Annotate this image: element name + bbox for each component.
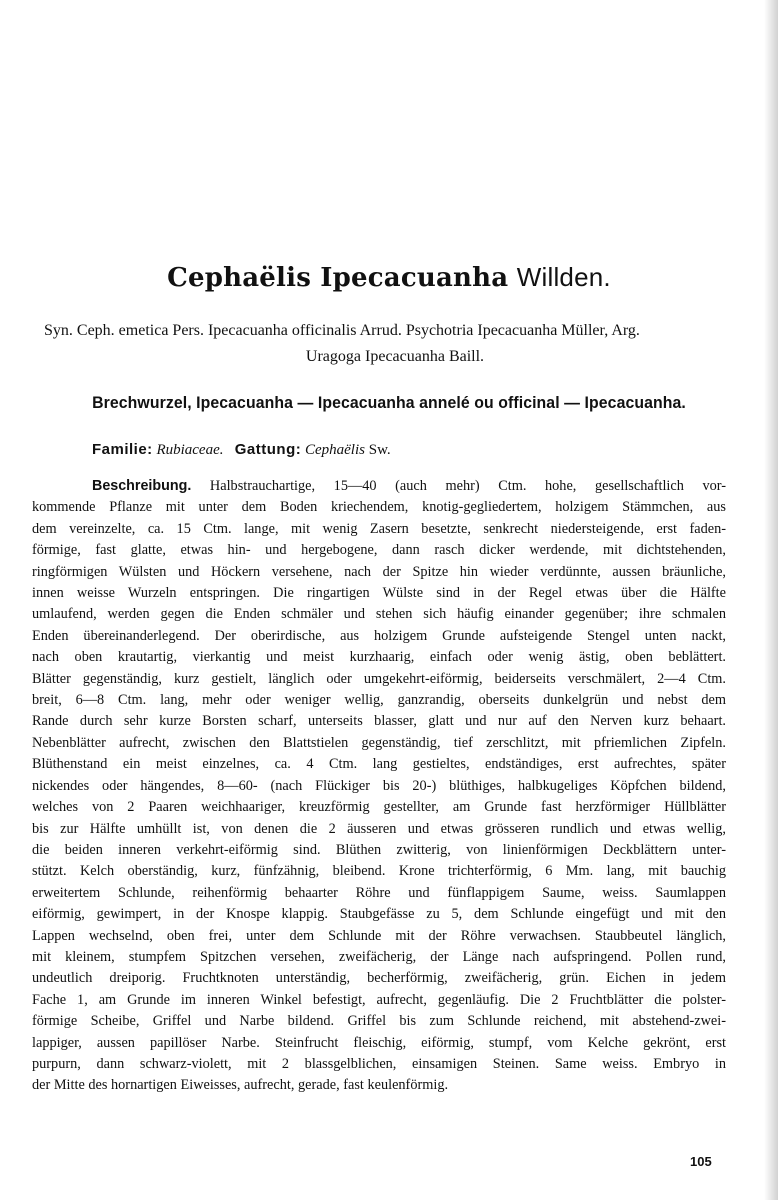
- description-line: [32, 990, 726, 1011]
- description-line: [32, 690, 726, 711]
- description-line: [32, 562, 726, 583]
- description-line-text: nickendes oder hängendes, 8—60- (nach Flückiger bis 20-) blüthiges, halbkugeliges Köpfchen bildend,: [32, 777, 726, 794]
- description-line-text: innen weisse Wurzeln entspringen. Die ringartigen Wülste sind in der Regel etwas über die Hälfte: [32, 585, 726, 602]
- page-title: [0, 262, 778, 293]
- description-line: [32, 861, 726, 882]
- description-line: [32, 647, 726, 668]
- page-number: 105: [690, 1154, 712, 1169]
- description-line-text: mit kleinem, stumpfem Spitzchen versehen, zweifächerig, der Länge nach aufspringend. Pollen rund,: [32, 948, 726, 965]
- description-line: [32, 797, 726, 818]
- description-line: [32, 583, 726, 604]
- description-line-text: welches von 2 Paaren weichhaariger, kreuzförmig gestellter, am Grunde fast herzförmiger Hüllblätter: [32, 799, 726, 816]
- description-line-text: dem vereinzelte, ca. 15 Ctm. lange, mit wenig Zasern besetzte, senkrecht niedersteigende, erst faden-: [32, 520, 726, 537]
- description-line: [32, 754, 726, 775]
- description-line-text: stützt. Kelch oberständig, kurz, fünfzähnig, bleibend. Krone trichterförmig, 6 Mm. lang, mit bauchig: [32, 863, 726, 880]
- familie-value: Rubiaceae.: [156, 442, 224, 458]
- description-line-text: undeutlich dreiporig. Fruchtknoten unterständig, becherförmig, zweifächerig, grün. Eichen in jedem: [32, 970, 726, 987]
- description-line-text: Halbstrauchartige, 15—40 (auch mehr) Ctm. hohe, gesellschaftlich vor-: [209, 478, 727, 494]
- description-line: [32, 1054, 726, 1075]
- description-line-text: Blüthenstand ein meist einzelnes, ca. 4 Ctm. lang gestieltes, endständiges, erst aufrechtes, später: [32, 756, 726, 773]
- description-line-text: lappiger, aussen papillöser Narbe. Steinfrucht fleischig, eiförmig, stumpf, vom Kelche gekrönt, erst: [32, 1034, 726, 1051]
- description-line-text: erweitertem Schlunde, reihenförmig behaarter Röhre und fünflappigem Saume, weiss. Saumlappen: [32, 884, 726, 901]
- page-edge-shadow: [764, 0, 778, 1200]
- description-line: [32, 840, 726, 861]
- description-line-text: förmige Scheibe, Griffel und Narbe bildend. Griffel bis zum Schlunde reichend, mit abstehend-zwei-: [32, 1013, 726, 1030]
- description-line: [32, 476, 726, 497]
- description-line: [32, 947, 726, 968]
- description-line-text: Nebenblätter aufrecht, zwischen den Blattstielen gegenständig, tief zerschlitzt, mit pfriemlichen Zipfeln.: [32, 734, 726, 751]
- species-name: Cephaëlis Ipecacuanha: [167, 263, 509, 293]
- description-line-text: Blätter gegenständig, kurz gestielt, länglich oder umgekehrt-eiförmig, beiderseits verschmälert, 2—4 Ctm.: [32, 670, 726, 687]
- description-line-text: die beiden inneren verkehrt-eiförmig sind. Blüthen zwitterig, von linienförmigen Deckblättern unter-: [32, 841, 726, 858]
- description-line: [32, 1075, 726, 1096]
- description-line: [32, 1011, 726, 1032]
- description-line: [32, 1033, 726, 1054]
- description-line: [32, 626, 726, 647]
- description-line-text: ringförmigen Wülsten und Höckern versehene, nach der Spitze hin wieder verdünnte, aussen bräunliche,: [32, 563, 726, 580]
- description-line: [32, 497, 726, 518]
- description-line-text: Fache 1, am Grunde im inneren Winkel befestigt, aufrecht, gegenläufig. Die 2 Fruchtblätter die polster-: [32, 991, 726, 1008]
- description-body: [32, 476, 726, 1097]
- gattung-value: Cephaëlis: [304, 442, 365, 458]
- description-line-text: der Mitte des hornartigen Eiweisses, aufrecht, gerade, fast keulenförmig.: [32, 1077, 449, 1094]
- description-line: [32, 733, 726, 754]
- description-line-text: Rande durch sehr kurze Borsten scharf, unterseits blasser, glatt und nur auf den Nerven kurz behaart.: [32, 713, 726, 730]
- description-line-text: eiförmig, gewimpert, in der Knospe klappig. Staubgefässe zu 5, dem Schlunde eingefügt und mit den: [32, 906, 726, 923]
- description-line-text: förmige, fast glatte, etwas hin- und hergebogene, dann rasch dicker werdende, mit dichtstehenden,: [32, 542, 726, 559]
- description-line-text: bis zur Hälfte umhüllt ist, von denen die 2 äusseren und etwas grösseren rundlich und etwas wellig,: [32, 820, 726, 837]
- description-line-text: nach oben krautartig, vierkantig und meist kurzhaarig, einfach oder wenig ästig, oben beblättert.: [32, 649, 726, 666]
- description-line: [32, 711, 726, 732]
- description-line-text: breit, 6—8 Ctm. lang, mehr oder weniger wellig, ganzrandig, oberseits dunkelgrün und nebst dem: [32, 692, 726, 709]
- gattung-author: Sw.: [368, 442, 391, 458]
- description-line-text: kommende Pflanze mit unter dem Boden kriechendem, knotig-gegliedertem, holzigem Stämmchen, aus: [32, 499, 726, 516]
- description-line: [32, 669, 726, 690]
- description-line: [32, 883, 726, 904]
- description-line: [32, 604, 726, 625]
- family-line: [92, 441, 391, 459]
- synonyms-block: [30, 318, 750, 370]
- description-line-text: Enden übereinanderlegend. Der oberirdische, aus holzigem Grunde aufsteigende Stengel unten nackt,: [32, 627, 726, 644]
- description-line: [32, 519, 726, 540]
- gattung-label: Gattung:: [234, 441, 302, 458]
- description-lead: Beschreibung.: [92, 478, 192, 494]
- description-line-text: purpurn, dann schwarz-violett, mit 2 blassgelblichen, einsamigen Steinen. Same weiss. Embryo in: [32, 1055, 726, 1072]
- description-line-text: Lappen wechselnd, oben frei, unter dem Schlunde mit der Röhre verwachsen. Staubbeutel länglich,: [32, 927, 726, 944]
- description-line: [32, 776, 726, 797]
- synonyms-line-1: Syn. Ceph. emetica Pers. Ipecacuanha officinalis Arrud. Psychotria Ipecacuanha Müller, Arg.: [44, 322, 640, 339]
- description-line: [32, 819, 726, 840]
- description-line-text: umlaufend, werden gegen die Enden schmäler und stehen sich häufig einander gegenüber; ihre schmalen: [32, 606, 726, 623]
- description-line: [32, 540, 726, 561]
- description-line: [32, 926, 726, 947]
- familie-label: Familie:: [92, 441, 153, 458]
- species-author: Willden.: [516, 262, 611, 292]
- description-line: [32, 968, 726, 989]
- common-names: Brechwurzel, Ipecacuanha — Ipecacuanha annelé ou officinal — Ipecacuanha.: [92, 393, 686, 412]
- synonyms-line-2: Uragoga Ipecacuanha Baill.: [305, 348, 485, 365]
- description-line: [32, 904, 726, 925]
